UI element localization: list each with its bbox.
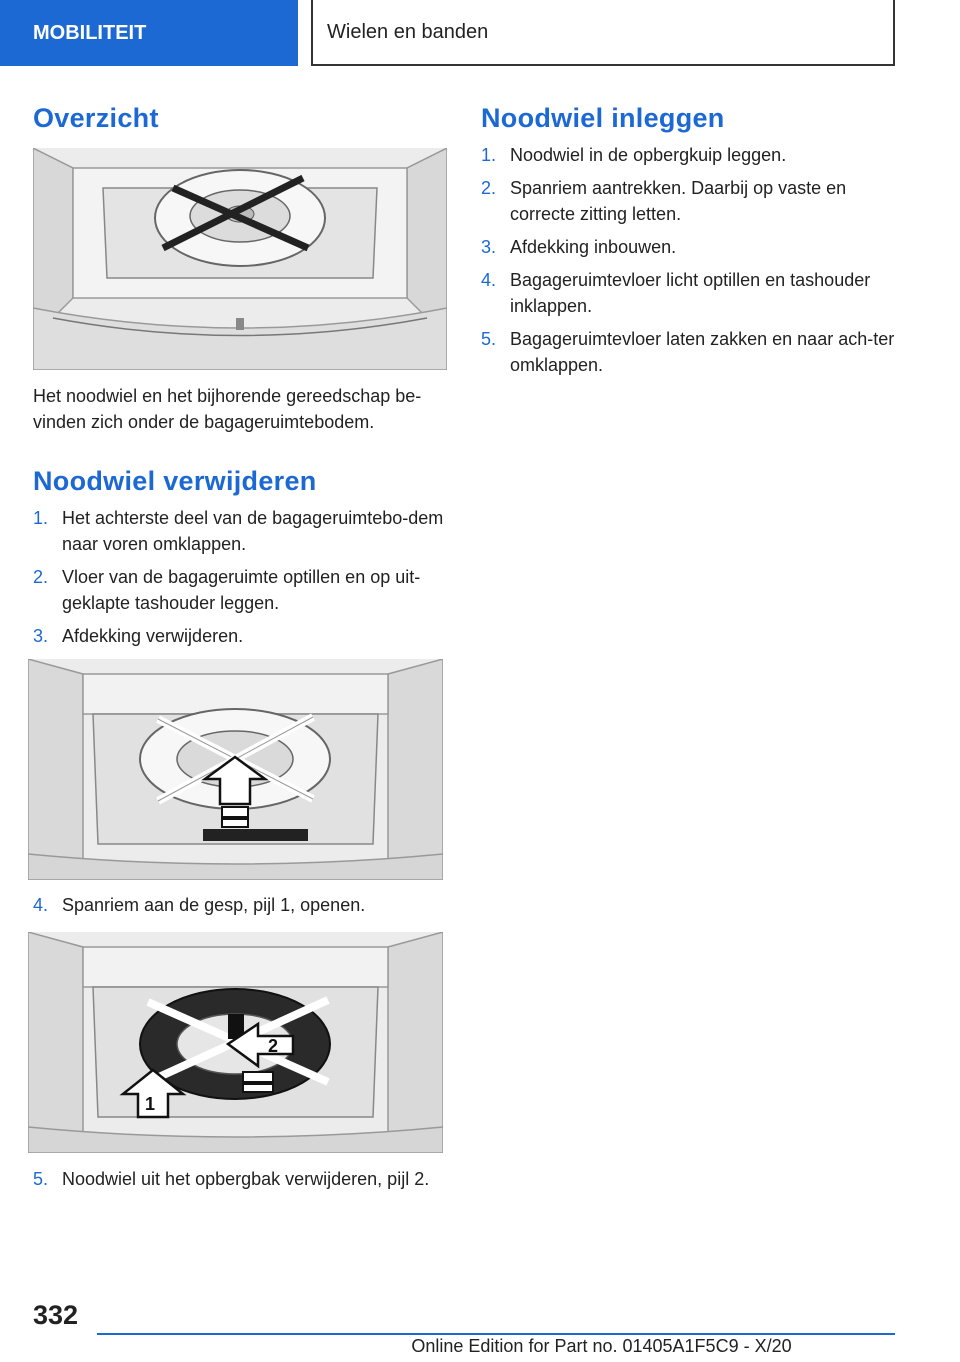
step-number: 1. <box>33 508 49 528</box>
list-item <box>33 564 447 616</box>
list-item <box>481 326 895 378</box>
header-section-label: MOBILITEIT <box>33 21 147 44</box>
step-text: Bagageruimtevloer licht optillen en tashouder inklappen. <box>510 270 871 316</box>
list-item <box>481 234 895 260</box>
step-number: 2. <box>33 567 49 587</box>
cover-removed-image <box>28 659 443 880</box>
remove-steps-list-a <box>33 505 447 656</box>
step-number: 2. <box>481 178 497 198</box>
header-section-tab <box>0 0 298 66</box>
footer-divider <box>97 1333 895 1335</box>
remove-steps-list-c <box>33 1166 447 1199</box>
list-item <box>481 267 895 319</box>
step-number: 4. <box>33 895 49 915</box>
list-item <box>33 505 447 557</box>
list-item <box>33 1166 447 1192</box>
step-text: Noodwiel uit het opbergbak verwijderen, pijl 2. <box>62 1169 430 1189</box>
step-number: 5. <box>481 329 497 349</box>
step-text: Afdekking verwijderen. <box>62 626 244 646</box>
overview-text: Het noodwiel en het bijhorende gereedschap be-vinden zich onder de bagageruimtebodem. <box>33 386 422 432</box>
step-text: Bagageruimtevloer laten zakken en naar ach-ter omklappen. <box>510 329 895 375</box>
insert-heading: Noodwiel inleggen <box>481 103 725 133</box>
insert-steps-list <box>481 142 895 385</box>
list-item <box>481 142 895 168</box>
step-text: Spanriem aantrekken. Daarbij op vaste en correcte zitting letten. <box>510 178 847 224</box>
step-number: 1. <box>481 145 497 165</box>
overview-heading: Overzicht <box>33 103 159 133</box>
step-text: Het achterste deel van de bagageruimtebo-dem naar voren omklappen. <box>62 508 444 554</box>
strap-open-image <box>28 932 443 1153</box>
arrow-label-2: 2 <box>268 1036 279 1056</box>
list-item <box>33 623 447 649</box>
step-number: 3. <box>481 237 497 257</box>
overview-trunk-image <box>33 148 447 370</box>
step-text: Vloer van de bagageruimte optillen en op uit-geklapte tashouder leggen. <box>62 567 421 613</box>
step-number: 5. <box>33 1169 49 1189</box>
page-number: 332 <box>33 1300 79 1330</box>
remove-heading: Noodwiel verwijderen <box>33 466 317 496</box>
step-text: Spanriem aan de gesp, pijl 1, openen. <box>62 895 366 915</box>
step-number: 4. <box>481 270 497 290</box>
header-chapter-label: Wielen en banden <box>327 20 489 43</box>
footer-edition: Online Edition for Part no. 01405A1F5C9 - X/20 <box>411 1336 792 1356</box>
list-item <box>481 175 895 227</box>
remove-steps-list-b <box>33 892 447 925</box>
step-text: Afdekking inbouwen. <box>510 237 677 257</box>
step-number: 3. <box>33 626 49 646</box>
arrow-label-1: 1 <box>145 1094 156 1114</box>
step-text: Noodwiel in de opbergkuip leggen. <box>510 145 787 165</box>
header-chapter-box <box>311 0 895 66</box>
list-item <box>33 892 447 918</box>
